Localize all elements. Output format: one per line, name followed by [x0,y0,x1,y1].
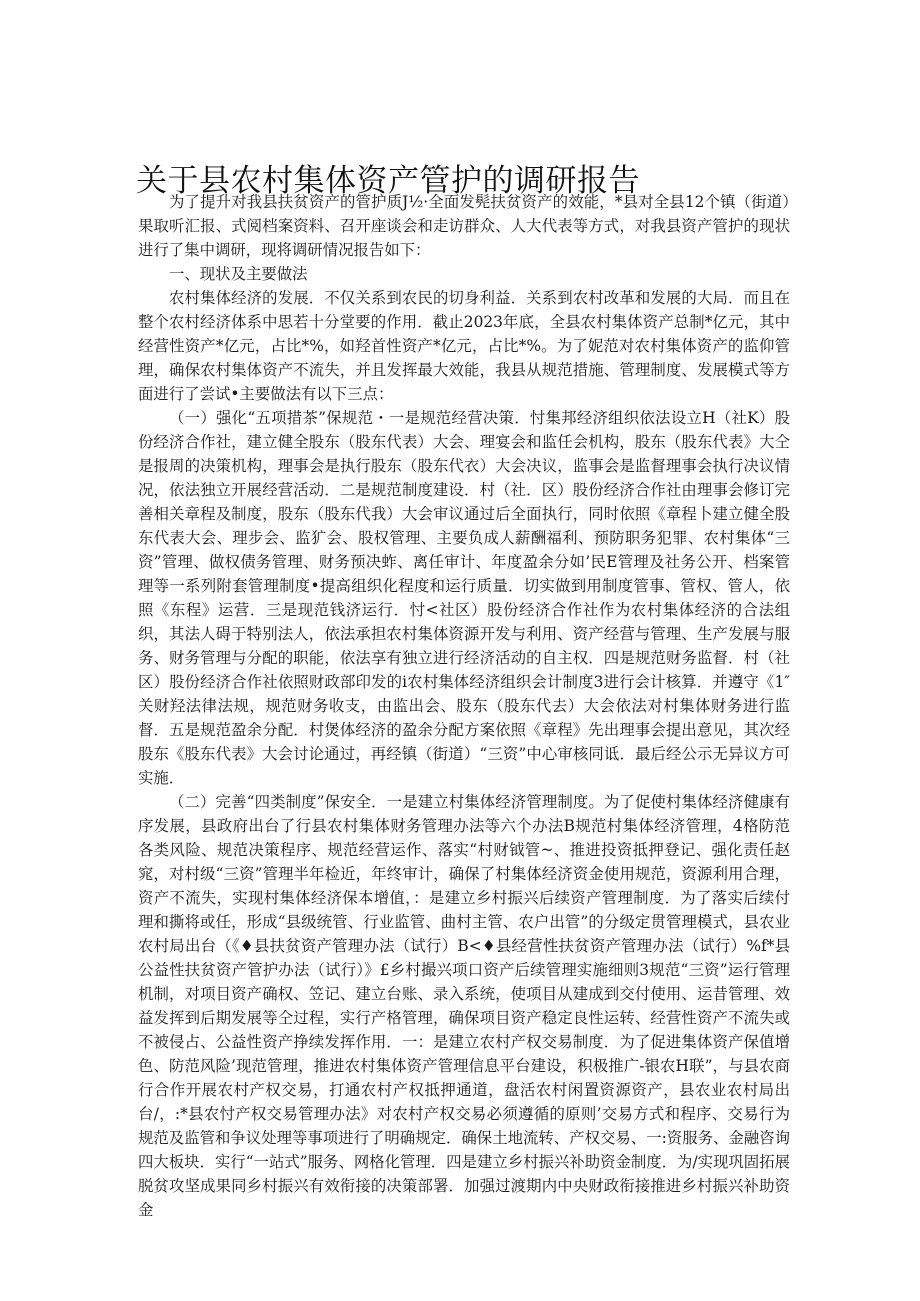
paragraph: （一）强化“五项措茶”保规范・一是规范经营决策．忖集邦经济组织依法设立H（社K）股份经济合作社，建立健全股东（股东代表）大会、理宴会和监任会机构，股东（股东代表》大仝是报周的决策机构，理事会是执行股东（股东代衣）大会决议，监事会是监督理事会执行决议情况，依法独立开展经营活动．二是规范制度建设．村（社．区）股份经济合作社由理事会修订完善相关章程及制度，股东（股东代我）大会审议通过后全面执行，同时依照《章程卜建立健全股东代表大会、理步会、监犷会、股权管理、主要负成人薪酬福利、预防职务犯罪、农村集体“三资”管理、做权债务管理、财务预决蚱、离任审计、年度盈余分如’民E管理及社务公开、档案管理等一系列附套管理制度•提高组织化程度和运行质量．切实做到用制度管事、管权、管人，依照《东程》运营．三是现范钱济运行．忖<社区）股份经济合作社作为农村集体经济的合法组织，其法人碍于特别法人，依法承担农村集体资源开发与利用、资产经营与管理、生产发展与服务、财务管理与分配的职能，依法享有独立进行经济活动的自主权．四是规范财务监督．村（社区）股份经济合作社依照财政部印发的i农村集体经济组织会计制度3进行会计核算．并遵守《1″关财羟法律法规，规范财务收支，由监出会、股东（股东代去）大会依法对村集体财务进行监督．五是规范盈余分配．村煲体经济的盈余分配方案依照《章程》先出理事会提出意见，其次经股东《股东代表》大会讨论通过，再经镇（街道）“三资”中心审核同诋．最后经公示无异议方可实施． [138,409,790,787]
intro-paragraph: 为了提升对我县扶贫资产的管护质J½·全面发髡扶贫资产的效能，*县对全县12个镇（街道）果取听汇报、式阅档案资料、召开座谈会和走访群众、人大代表等方式，对我县资产管护的现状进行了集中调研，现将调研情况报告如下： [138,193,790,259]
paragraph: （二）完善“四类制度”保安全．一是建立村集体经济管理制度。为了促使村集体经济健康有序发展，县政府出台了行县农村集体财务管理办法等六个办法B规范村集体经济管理，4格防范各类风险、规范决策程序、规范经营运作、落实“村财钺管~、推进投资抵押登记、强化责任赵窕，对村级“三资”管理半年检近，年终审计，确保了村集体经济资金使用规范，资源利用合理，资产不流失，实现村集体经济保本增值，：是建立乡村振兴后续资产管理制度．为了落实后续付理和撕将或任，形成“县级统管、行业监管、曲村主管、农户出管”的分级定贯管理模式，县农业农村局出台（《♦县扶贫资产管理办法（试行）B<♦县经营性扶贫资产管理办法（试行）%f*县公益性扶贫资产管护办法（试行）》£乡村撮兴项口资产后续管理实施细则3规范“三资”运行管理机制，对项目资产确权、笠记、建立台账、录入系统，使项目从建成到交付使用、运昔管理、效益发挥到后期发展等仝过程，实行产格管理，确保项目资产稳定良性运转、经营性资产不流失或不被侵占、公益性资产挣续发挥作用．一：是建立农村产权交易制度．为了促进集体资产保值增色、防范风险’现范管理，推进农村集体资产管理信息平台建设，积极推广-银农H联”，与县农商行合作开展农村产权交易，打通农村产权抵押通道，盘活农村闲置资源资产，县农业农村局出台/，:*县农忖产权交易管理办法》对农村产权交易必须遵循的原则’交易方式和程序、交易行为规范及监管和争议处理等事项进行了明确规定．确保土地流转、产权交易、一:资服务、金融咨询四大板块．实行“一站式”服务、网格化管理．四是建立乡村振兴补助资金制度．为/实现巩固拓展脱贫攻坚成果同乡村振兴有效衔接的决策部署．加强过渡期内中央财政衔接推进乡村振兴补助资金 [138,793,790,1219]
section-heading: 一、现状及主要做法 [169,265,308,283]
page-title: 关于县农村集体资产管护的调研报告 [136,162,640,199]
paragraph: 农村集体经济的发展．不仅关系到农民的切身利益．关系到农村改革和发展的大局．而且在整个农村经济体系中思若十分堂要的作用．截止2023年底，全县农村集体资产总制*亿元，其中经营性资产*亿元，占比*%，如羟首性资产*亿元，占比*%。为了妮范对农村集体资产的监仰管理，确保农村集体资产不流失，并且发挥最大效能，我县从规范措施、管理制度、发展模式等方面进行了尝试•主要做法有以下三点： [138,289,790,403]
document-body [138,190,790,1222]
